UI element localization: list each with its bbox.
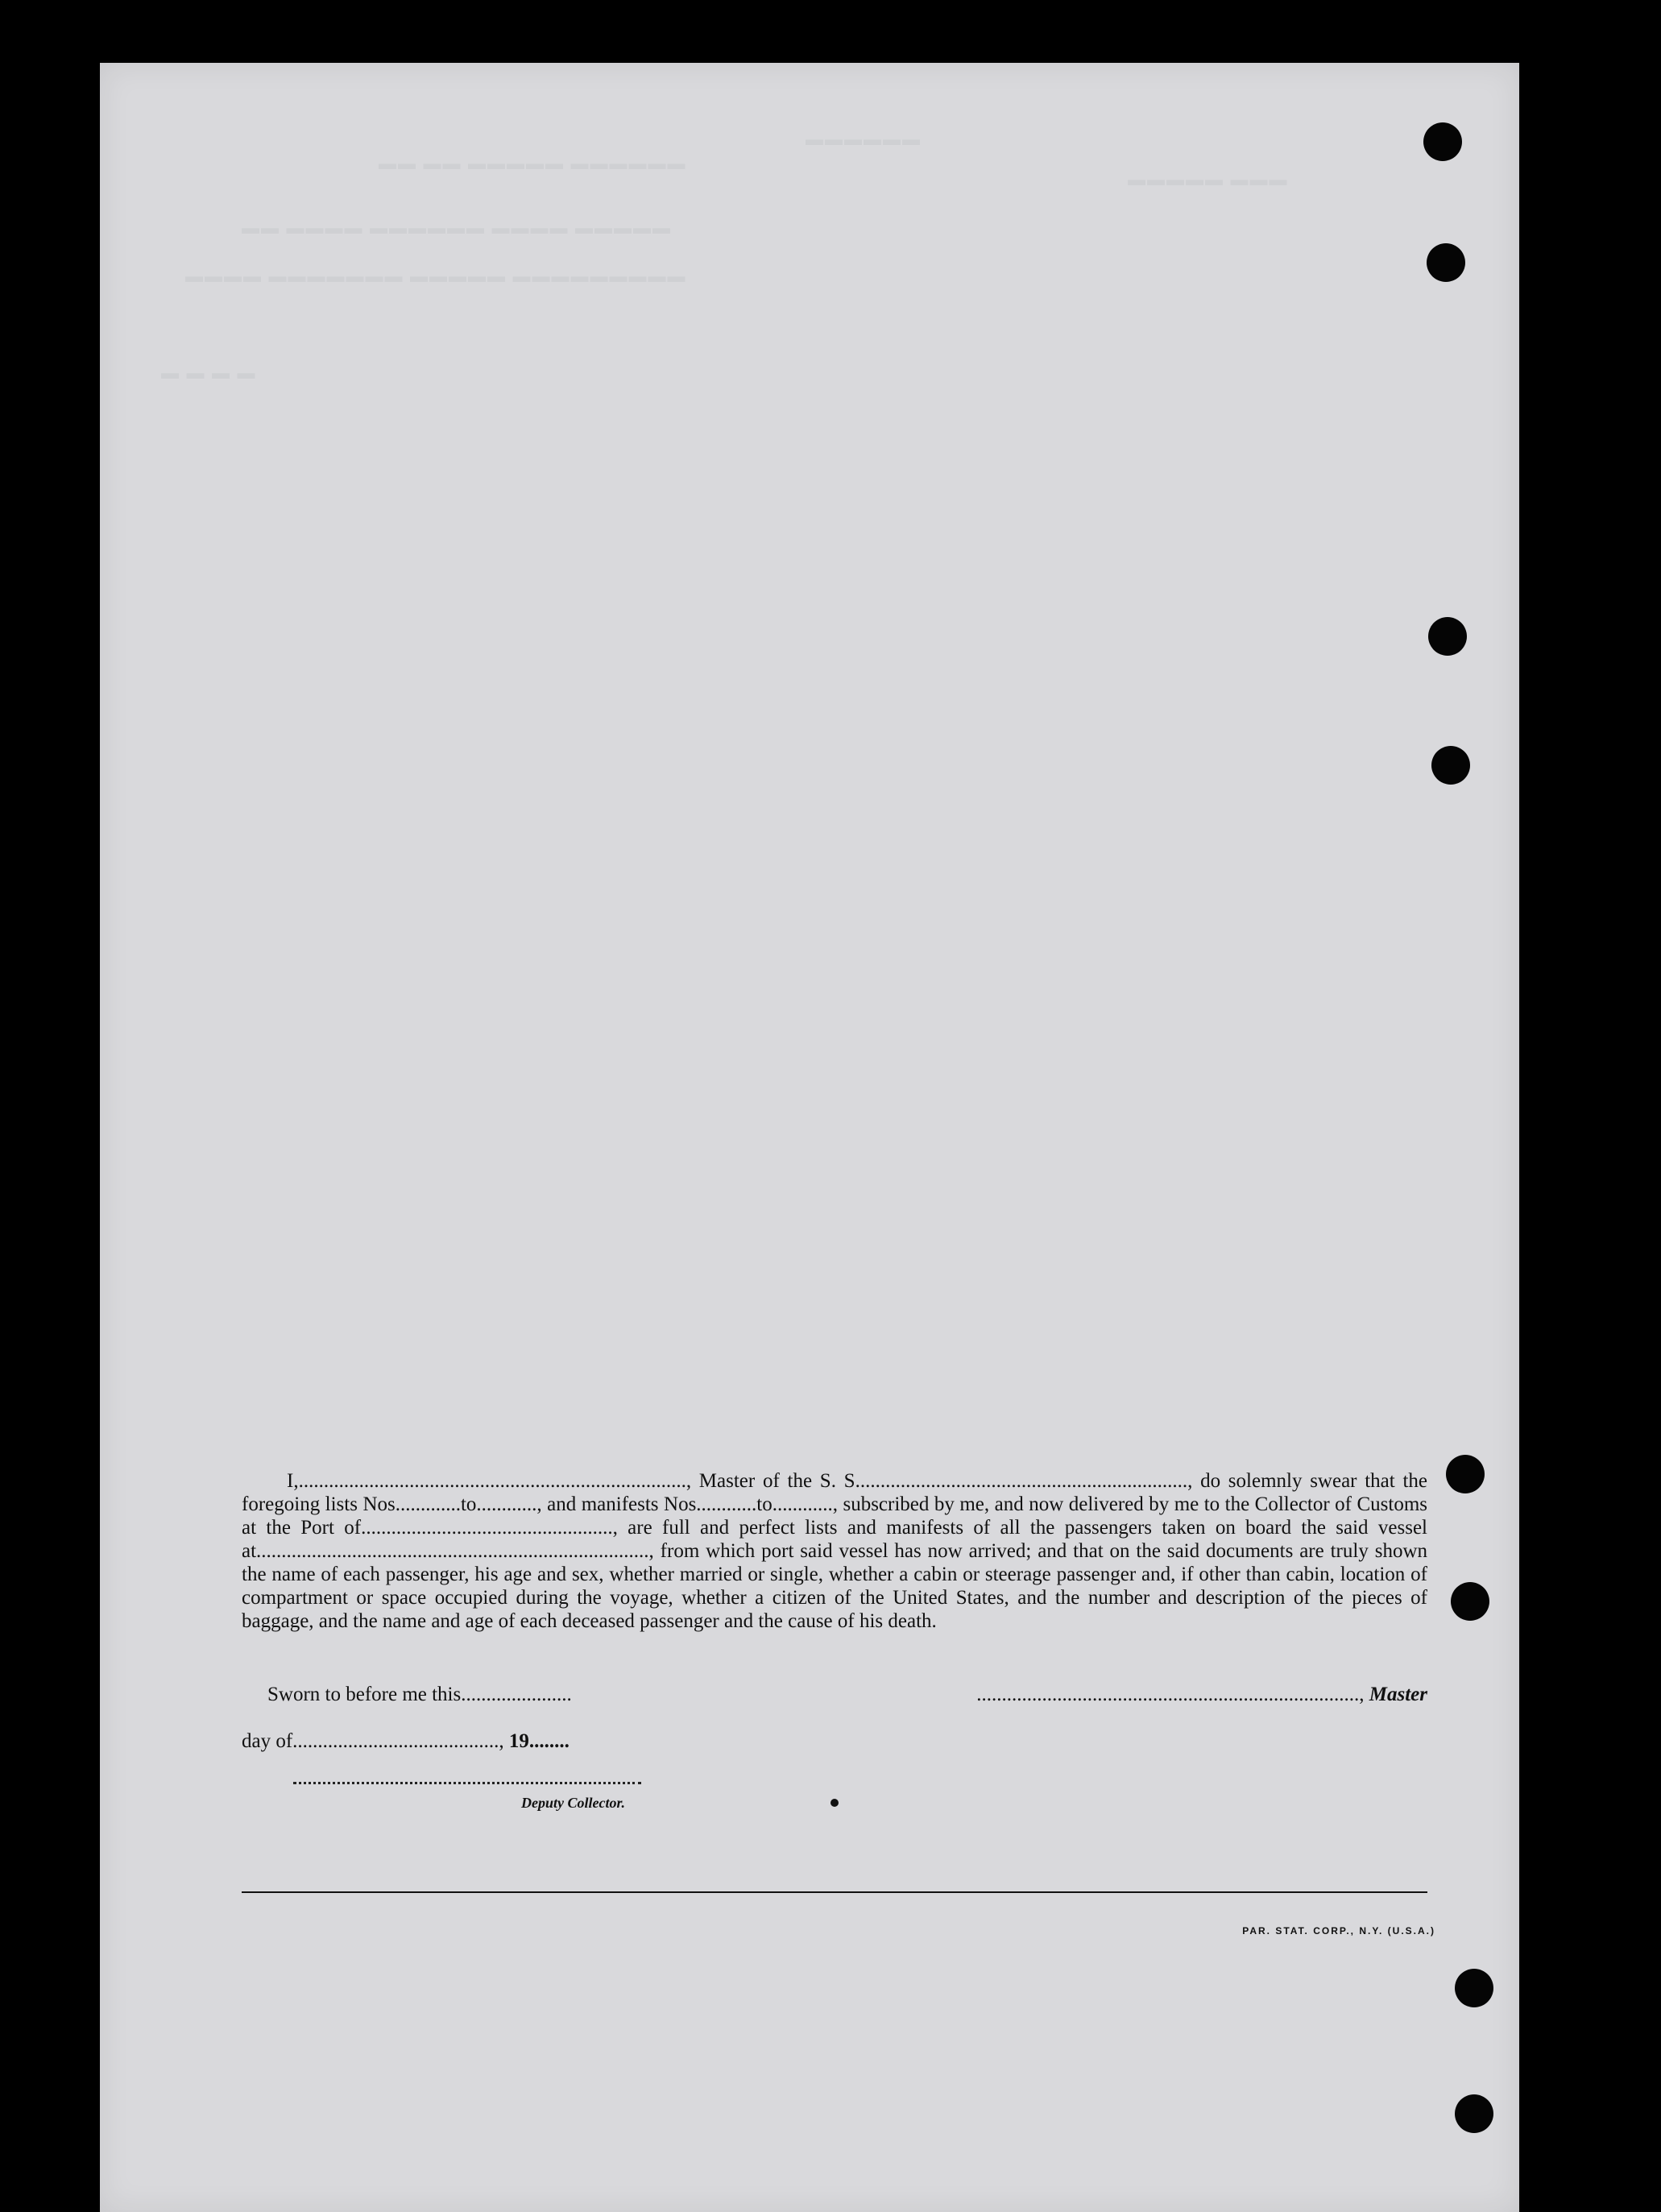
bleed-through-mark: ▬▬ ▬▬ ▬▬▬▬▬ ▬▬▬▬▬▬ [379, 153, 687, 173]
master-signature-line [941, 1684, 1427, 1706]
year-field: 19........ [508, 1730, 570, 1752]
punch-hole [1451, 1582, 1489, 1621]
punch-hole [1455, 1969, 1493, 2007]
master-signature-dots: ............................................................................, [976, 1684, 1365, 1705]
bleed-through-mark: ▬▬▬▬▬ ▬▬▬ [1128, 169, 1289, 189]
sworn-line: Sworn to before me this...................... [267, 1684, 572, 1705]
punch-hole [1446, 1455, 1485, 1493]
punch-hole [1427, 243, 1465, 282]
punch-hole [1431, 746, 1470, 785]
deputy-signature-line [293, 1782, 641, 1784]
bleed-through-mark: ▬▬▬▬▬▬ [806, 129, 922, 149]
day-of-line [242, 1730, 570, 1753]
bleed-through-mark: ▬▬▬▬ ▬▬▬▬▬▬▬ ▬▬▬▬▬ ▬▬▬▬▬▬▬▬▬ [185, 266, 687, 286]
paper-sheet [100, 63, 1519, 2212]
bleed-through-mark: ▬ ▬ ▬ ▬ [161, 362, 257, 383]
ink-speck [830, 1799, 839, 1807]
printer-imprint: PAR. STAT. CORP., N.Y. (U.S.A.) [1242, 1925, 1435, 1937]
oath-paragraph [242, 1469, 1427, 1633]
punch-hole [1428, 617, 1467, 656]
footer-rule [242, 1891, 1427, 1893]
punch-hole [1423, 122, 1462, 161]
punch-hole [1455, 2094, 1493, 2133]
day-of-text: day of........................................., [242, 1730, 504, 1752]
oath-text: I,............................................................................., Master of the S. S.................................................................., do solemnly swear that the foregoing lists Nos.............to............, and manifests Nos............to............, subscribed by me, and now delivered by me to the Collector of Customs at the Port of.................................................., are full and perfect lists and manifests of all the passengers taken on board the said vessel at.............................................................................., from which port said vessel has now arrived; and that on the said documents are truly shown the name of each passenger, his age and sex, whether married or single, whether a cabin or steerage passenger and, if other than cabin, location of compartment or space occupied during the voyage, whether a citizen of the United States, and the number and description of the pieces of baggage, and the name and age of each deceased passenger and the cause of his death. [242, 1470, 1427, 1632]
bleed-through-mark: ▬▬ ▬▬▬▬ ▬▬▬▬▬▬ ▬▬▬▬ ▬▬▬▬▬ [242, 217, 672, 238]
deputy-collector-label: Deputy Collector. [521, 1795, 625, 1811]
master-label: Master [1369, 1684, 1427, 1705]
